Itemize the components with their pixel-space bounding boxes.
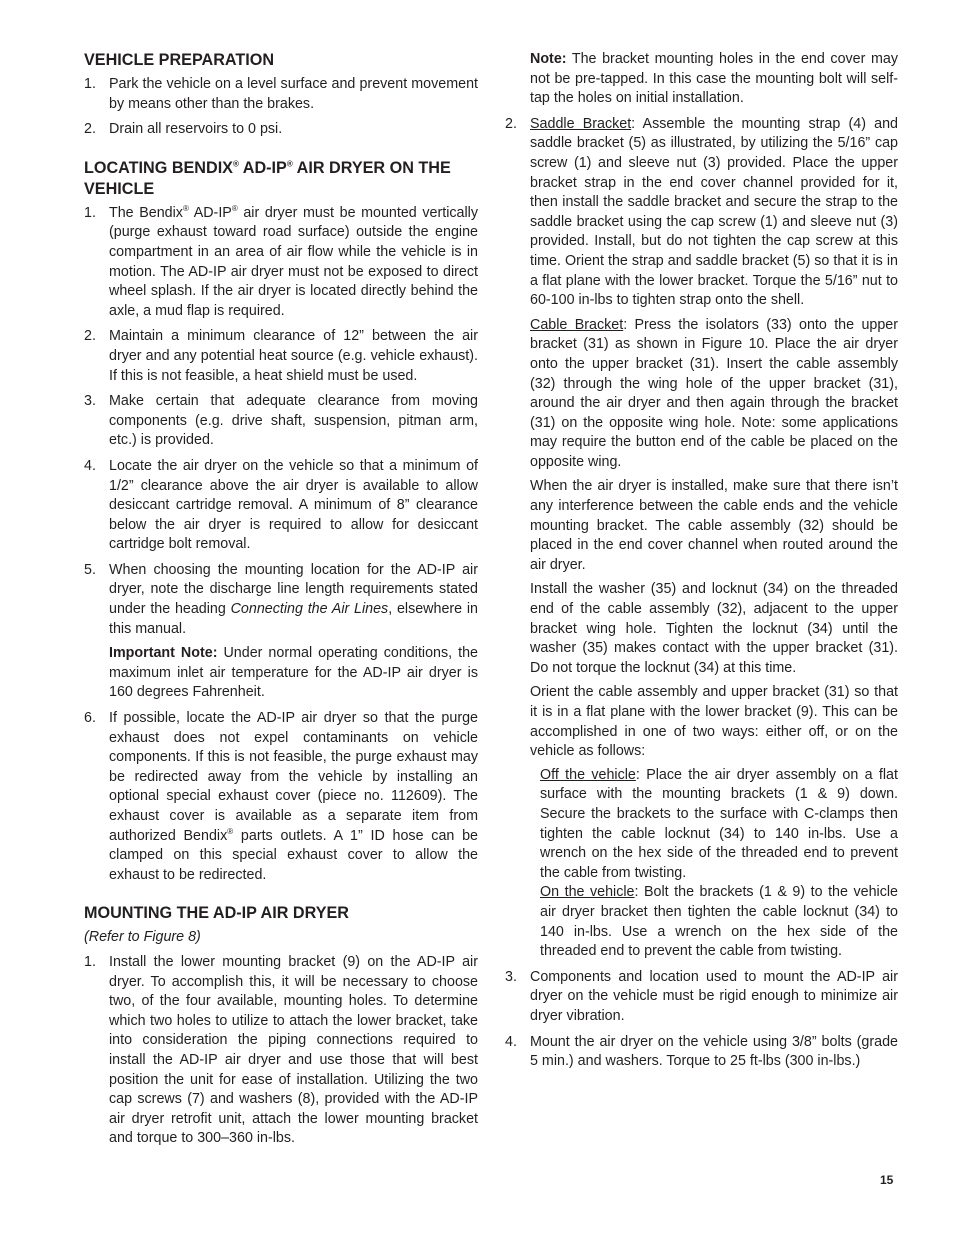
left-column [84, 50, 478, 1155]
list-item: 2. Saddle Bracket: Assemble the mounting strap (4) and saddle bracket (5) as illustrated, by utilizing the 5/16” cap screw (1) and sleeve nut (3) provided. Place the upper bracket strap in the end cover channel provided for it, then install the saddle bracket and secure the strap to the saddle bracket using the cap screw (1) and sleeve nut (3) provided. Install, but do not tighten the cap screw at this time. Orient the strap and saddle bracket (5) so that it is in a flat plane with the lower bracket. Torque the 5/16” nut to 60-100 in-lbs to tighten strap onto the shell. Cable Bracket: Press the isolators (33) onto the upper bracket (31) as shown in Figure 10. Place the air dryer onto the upper bracket (31). Insert the cable assembly (32) through the wing hole of the upper bracket (31), around the air dryer and then again through the bracket (31) on the opposite wing hole. Note: some applications may require the button end of the cable be placed on the opposite wing. When the air dryer is installed, make sure that there isn’t any interference between the cable ends and the vehicle mounting bracket. The cable assembly (32) should be placed in the end cover channel when routed around the air dryer. Install the washer (35) and locknut (34) on the threaded end of the cable assembly (32), adjacent to the upper bracket wing hole. Tighten the locknut (34) until the washer (35) makes contact with the upper bracket (31). Do not torque the locknut (34) at this time. Orient the cable assembly and upper bracket (31) so that it is in a flat plane with the lower bracket (9). This can be accomplished in one of two ways: either off, or on the vehicle as follows: Off the vehicle: Place the air dryer assembly on a flat surface with the mounting brackets (1 & 9) down. Secure the brackets to the surface with C-clamps then tighten the cable locknut (34) to 140 in-lbs. Use a wrench on the hex side of the threaded end to prevent the cable from twisting. On the vehicle: Bolt the brackets (1 & 9) to the vehicle air dryer bracket then tighten the cable locknut (34) to 140 in-lbs. Use a wrench on the hex side of the threaded end to prevent the cable from twisting. [505, 115, 898, 962]
list-item: 3. Make certain that adequate clearance from moving components (e.g. drive shaft, suspension, pitman arm, etc.) is provided. [84, 393, 478, 449]
heading-mounting: MOUNTING THE AD-IP AIR DRYER [84, 904, 349, 923]
heading-locating-dryer: LOCATING BENDIX® AD-IP® AIR DRYER ON THE VEHICLE [84, 158, 451, 198]
page-number: 15 [880, 1173, 894, 1187]
list-item: 4. Mount the air dryer on the vehicle using 3/8” bolts (grade 5 min.) and washers. Torque to 25 ft-lbs (300 in-lbs.) [505, 1033, 898, 1070]
on-vehicle-paragraph: On the vehicle: Bolt the brackets (1 & 9) to the vehicle air dryer bracket then tighten the cable locknut (34) to 140 in-lbs. Use a wrench on the hex side of the threaded end to prevent the cable from twisting. [540, 884, 898, 960]
list-item: 2. Maintain a minimum clearance of 12” between the air dryer and any potential heat source (e.g. vehicle exhaust). If this is not feasible, a heat shield must be used. [84, 328, 478, 384]
note: Note: The bracket mounting holes in the end cover may not be pre-tapped. In this case the mounting bolt will self-tap the holes on initial installation. [530, 51, 898, 107]
list-item: 5. When choosing the mounting location for the AD-IP air dryer, note the discharge line length requirements stated under the heading Connecting the Air Lines, elsewhere in this manual. Important Note: Under normal operating conditions, the maximum inlet air temperature for the AD-IP air dryer is 160 degrees Fahrenheit. [84, 561, 478, 703]
list-item: 1. Park the vehicle on a level surface and prevent movement by means other than the brakes. [84, 76, 478, 112]
right-column [505, 50, 898, 1078]
list-item: 1. Install the lower mounting bracket (9) on the AD-IP air dryer. To accomplish this, it will be necessary to choose two, of the four available, mounting holes. To determine which two holes to utilize to attach the lower bracket, take into consideration the piping connections required to install the AD-IP air dryer and use those that will best position the unit for ease of installation. Utilizing the two cap screws (7) and washers (8), provided with the AD-IP air dryer retrofit unit, attach the lower mounting bracket and torque to 300–360 in-lbs. [84, 953, 478, 1147]
important-note: Important Note: Under normal operating conditions, the maximum inlet air temperature for the AD-IP air dryer is 160 degrees Fahrenheit. [109, 645, 478, 701]
saddle-bracket-paragraph: Saddle Bracket: Assemble the mounting strap (4) and saddle bracket (5) as illustrated, by utilizing the 5/16” cap screw (1) and sleeve nut (3) provided. Place the upper bracket strap in the end cover channel provided for it, then install the saddle bracket and secure the strap to the saddle bracket using the cap screw (1) and sleeve nut (3) provided. Install, but do not tighten the cap screw at this time. Orient the strap and saddle bracket (5) so that it is in a flat plane with the lower bracket. Torque the 5/16” nut to 60-100 in-lbs to tighten strap onto the shell. [530, 115, 898, 309]
cable-bracket-paragraph: Cable Bracket: Press the isolators (33) onto the upper bracket (31) as shown in Figure 10. Place the air dryer onto the upper bracket (31). Insert the cable assembly (32) through the wing hole of the upper bracket (31), around the air dryer and then again through the bracket (31) on the opposite wing hole. Note: some applications may require the button end of the cable be placed on the opposite wing. [530, 316, 899, 470]
heading-vehicle-preparation: VEHICLE PREPARATION [84, 51, 275, 69]
figure-reference: (Refer to Figure 8) [84, 929, 201, 946]
list-item: 2. Drain all reservoirs to 0 psi. [84, 121, 283, 138]
off-vehicle-paragraph: Off the vehicle: Place the air dryer assembly on a flat surface with the mounting brackets (1 & 9) down. Secure the brackets to the surface with C-clamps then tighten the cable locknut (34) to 140 in-lbs. Use a wrench on the hex side of the threaded end to prevent the cable from twisting. [540, 766, 898, 881]
list-item: 4. Locate the air dryer on the vehicle so that a minimum of 1/2” clearance above the air dryer is available to allow desiccant cartridge removal. A minimum of 8” clearance below the air dryer is required to allow for desiccant cartridge bolt removal. [84, 457, 478, 553]
list-item: 1. The Bendix® AD-IP® air dryer must be mounted vertically (purge exhaust toward road surface) outside the engine compartment in an area of air flow while the vehicle is in motion. The AD-IP air dryer must not be exposed to direct wheel splash. If the air dryer is located directly behind the axle, a mud flap is required. [84, 204, 478, 319]
list-item: 3. Components and location used to mount the AD-IP air dryer on the vehicle must be rigid enough to minimize air dryer vibration. [505, 968, 898, 1024]
list-item: 6. If possible, locate the AD-IP air dryer so that the purge exhaust does not expel contaminants on vehicle components. If this is not feasible, the purge exhaust may be redirected away from the vehicle by installing an optional special exhaust cover (piece no. 112609). The exhaust cover is available as a separate item from authorized Bendix® parts outlets. A 1” ID hose can be clamped on this special exhaust cover to allow the exhaust to be redirected. [84, 710, 478, 883]
